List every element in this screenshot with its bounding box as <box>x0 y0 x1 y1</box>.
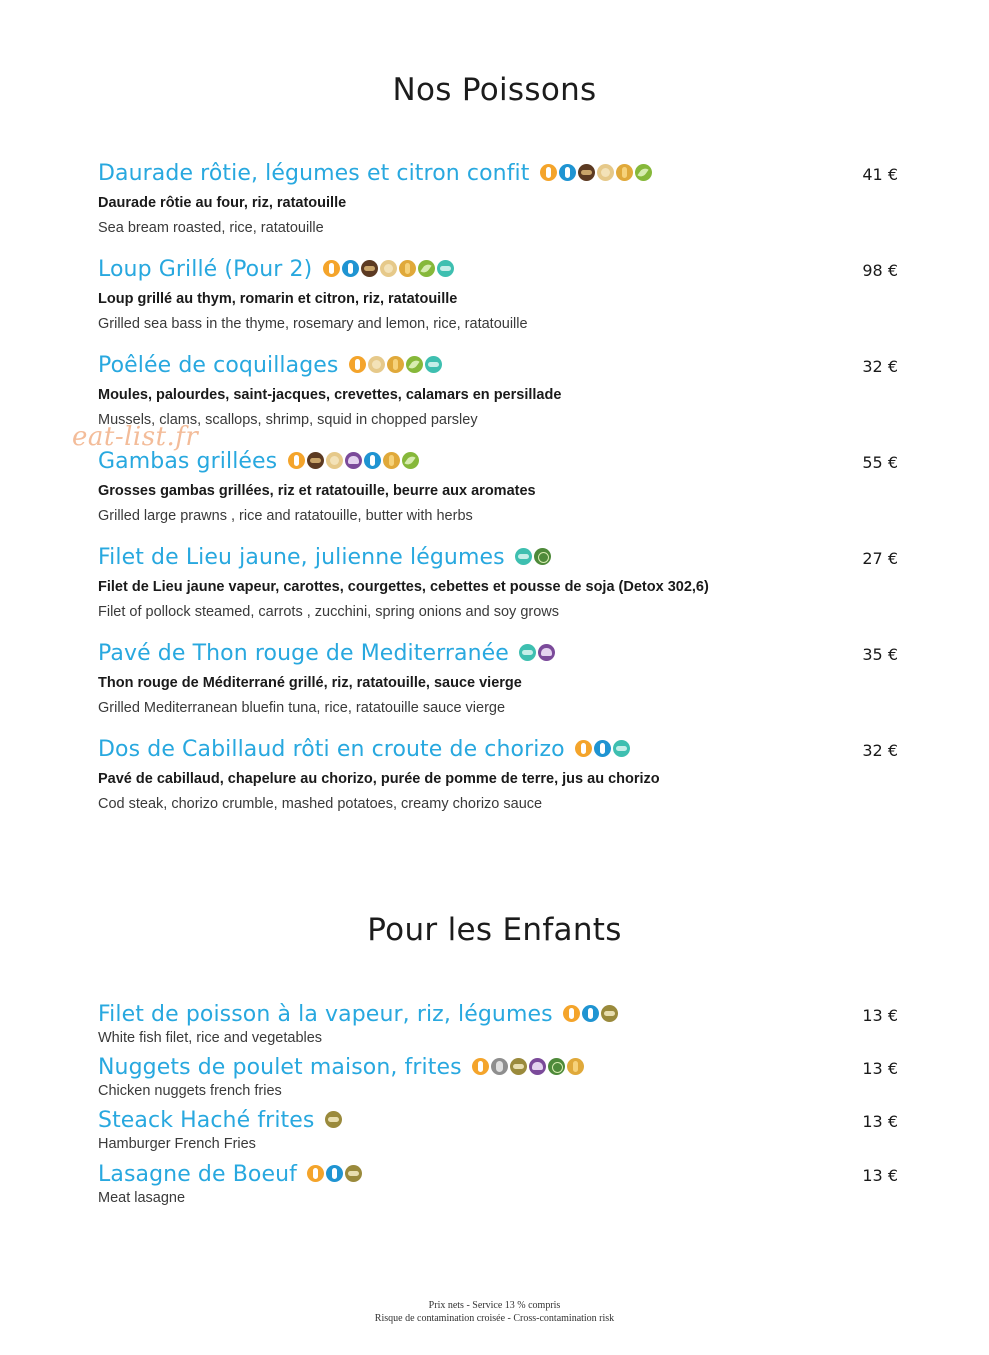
menu-item <box>98 353 898 432</box>
allergen-icons <box>288 452 421 472</box>
dgreen-icon <box>534 548 551 565</box>
dish-price: 32 € <box>862 741 898 760</box>
description-en: Grilled sea bass in the thyme, rosemary and lemon, rice, ratatouille <box>98 316 528 332</box>
dish-price: 41 € <box>862 165 898 184</box>
section-title-fish: Nos Poissons <box>392 72 597 108</box>
description-fr: Pavé de cabillaud, chapelure au chorizo, purée de pomme de terre, jus au chorizo <box>98 771 660 787</box>
gray-icon <box>491 1058 508 1075</box>
olive-icon <box>601 1005 618 1022</box>
description-en: Sea bream roasted, rice, ratatouille <box>98 220 324 236</box>
gold-icon <box>567 1058 584 1075</box>
purple-icon <box>529 1058 546 1075</box>
teal-icon <box>425 356 442 373</box>
allergen-icons <box>307 1165 364 1185</box>
olive-icon <box>510 1058 527 1075</box>
dish-price: 55 € <box>862 453 898 472</box>
allergen-icons <box>563 1005 620 1025</box>
green-icon <box>418 260 435 277</box>
dish-name: Dos de Cabillaud rôti en croute de chorizo <box>98 737 565 762</box>
gold-icon <box>383 452 400 469</box>
teal-icon <box>519 644 536 661</box>
menu-item <box>98 449 898 528</box>
description-en: Mussels, clams, scallops, shrimp, squid in chopped parsley <box>98 412 478 428</box>
menu-item <box>98 1055 898 1103</box>
dish-name: Gambas grillées <box>98 449 278 474</box>
blue-icon <box>364 452 381 469</box>
dish-price: 13 € <box>862 1059 898 1078</box>
dish-price: 27 € <box>862 549 898 568</box>
menu-item <box>98 257 898 336</box>
brown-icon <box>307 452 324 469</box>
menu-item <box>98 641 898 720</box>
orange-icon <box>540 164 557 181</box>
footer-line-1: Prix nets - Service 13 % compris <box>428 1300 561 1311</box>
allergen-icons <box>515 548 553 568</box>
dish-price: 13 € <box>862 1166 898 1185</box>
description-fr: Thon rouge de Méditerrané grillé, riz, ratatouille, sauce vierge <box>98 675 522 691</box>
description-en: Cod steak, chorizo crumble, mashed potatoes, creamy chorizo sauce <box>98 796 543 812</box>
blue-icon <box>342 260 359 277</box>
description-en: Meat lasagne <box>98 1190 186 1206</box>
orange-icon <box>307 1165 324 1182</box>
orange-icon <box>563 1005 580 1022</box>
brown-icon <box>578 164 595 181</box>
menu-item <box>98 161 898 240</box>
green-icon <box>635 164 652 181</box>
purple-icon <box>538 644 555 661</box>
teal-icon <box>437 260 454 277</box>
dish-name: Poêlée de coquillages <box>98 353 339 378</box>
menu-item <box>98 1108 898 1156</box>
description-fr: Grosses gambas grillées, riz et ratatouille, beurre aux aromates <box>98 483 536 499</box>
dish-name: Filet de poisson à la vapeur, riz, légumes <box>98 1002 553 1027</box>
dish-name: Steack Haché frites <box>98 1108 315 1133</box>
allergen-icons <box>519 644 557 664</box>
teal-icon <box>515 548 532 565</box>
dgreen-icon <box>548 1058 565 1075</box>
blue-icon <box>559 164 576 181</box>
dish-name: Nuggets de poulet maison, frites <box>98 1055 462 1080</box>
blue-icon <box>594 740 611 757</box>
allergen-icons <box>540 164 654 184</box>
orange-icon <box>575 740 592 757</box>
sand-icon <box>380 260 397 277</box>
description-en: White fish filet, rice and vegetables <box>98 1030 323 1046</box>
blue-icon <box>582 1005 599 1022</box>
dish-name: Lasagne de Boeuf <box>98 1162 297 1187</box>
description-fr: Filet de Lieu jaune vapeur, carottes, courgettes, cebettes et pousse de soja (Detox 302,6) <box>98 579 709 595</box>
teal-icon <box>613 740 630 757</box>
menu-item <box>98 737 898 816</box>
description-en: Hamburger French Fries <box>98 1136 256 1152</box>
footer-line-2: Risque de contamination croisée - Cross-contamination risk <box>374 1313 615 1324</box>
allergen-icons <box>325 1111 344 1131</box>
dish-price: 98 € <box>862 261 898 280</box>
sand-icon <box>368 356 385 373</box>
description-en: Chicken nuggets french fries <box>98 1083 282 1099</box>
green-icon <box>402 452 419 469</box>
purple-icon <box>345 452 362 469</box>
section-title-kids: Pour les Enfants <box>367 912 622 948</box>
dish-price: 13 € <box>862 1006 898 1025</box>
dish-name: Pavé de Thon rouge de Mediterranée <box>98 641 509 666</box>
dish-name: Loup Grillé (Pour 2) <box>98 257 313 282</box>
orange-icon <box>349 356 366 373</box>
dish-price: 35 € <box>862 645 898 664</box>
menu-item <box>98 545 898 624</box>
watermark: eat-list.fr <box>72 422 199 452</box>
gold-icon <box>616 164 633 181</box>
allergen-icons <box>575 740 632 760</box>
description-fr: Moules, palourdes, saint-jacques, crevettes, calamars en persillade <box>98 387 562 403</box>
olive-icon <box>325 1111 342 1128</box>
description-fr: Loup grillé au thym, romarin et citron, riz, ratatouille <box>98 291 458 307</box>
allergen-icons <box>472 1058 586 1078</box>
orange-icon <box>288 452 305 469</box>
allergen-icons <box>323 260 456 280</box>
menu-item <box>98 1002 898 1050</box>
allergen-icons <box>349 356 444 376</box>
gold-icon <box>399 260 416 277</box>
description-en: Filet of pollock steamed, carrots , zucchini, spring onions and soy grows <box>98 604 559 620</box>
sand-icon <box>597 164 614 181</box>
dish-price: 32 € <box>862 357 898 376</box>
orange-icon <box>323 260 340 277</box>
brown-icon <box>361 260 378 277</box>
green-icon <box>406 356 423 373</box>
blue-icon <box>326 1165 343 1182</box>
dish-name: Daurade rôtie, légumes et citron confit <box>98 161 530 186</box>
description-fr: Daurade rôtie au four, riz, ratatouille <box>98 195 347 211</box>
description-en: Grilled Mediterranean bluefin tuna, rice, ratatouille sauce vierge <box>98 700 506 716</box>
dish-price: 13 € <box>862 1112 898 1131</box>
dish-name: Filet de Lieu jaune, julienne légumes <box>98 545 505 570</box>
sand-icon <box>326 452 343 469</box>
orange-icon <box>472 1058 489 1075</box>
olive-icon <box>345 1165 362 1182</box>
gold-icon <box>387 356 404 373</box>
description-en: Grilled large prawns , rice and ratatouille, butter with herbs <box>98 508 473 524</box>
menu-item <box>98 1162 898 1210</box>
